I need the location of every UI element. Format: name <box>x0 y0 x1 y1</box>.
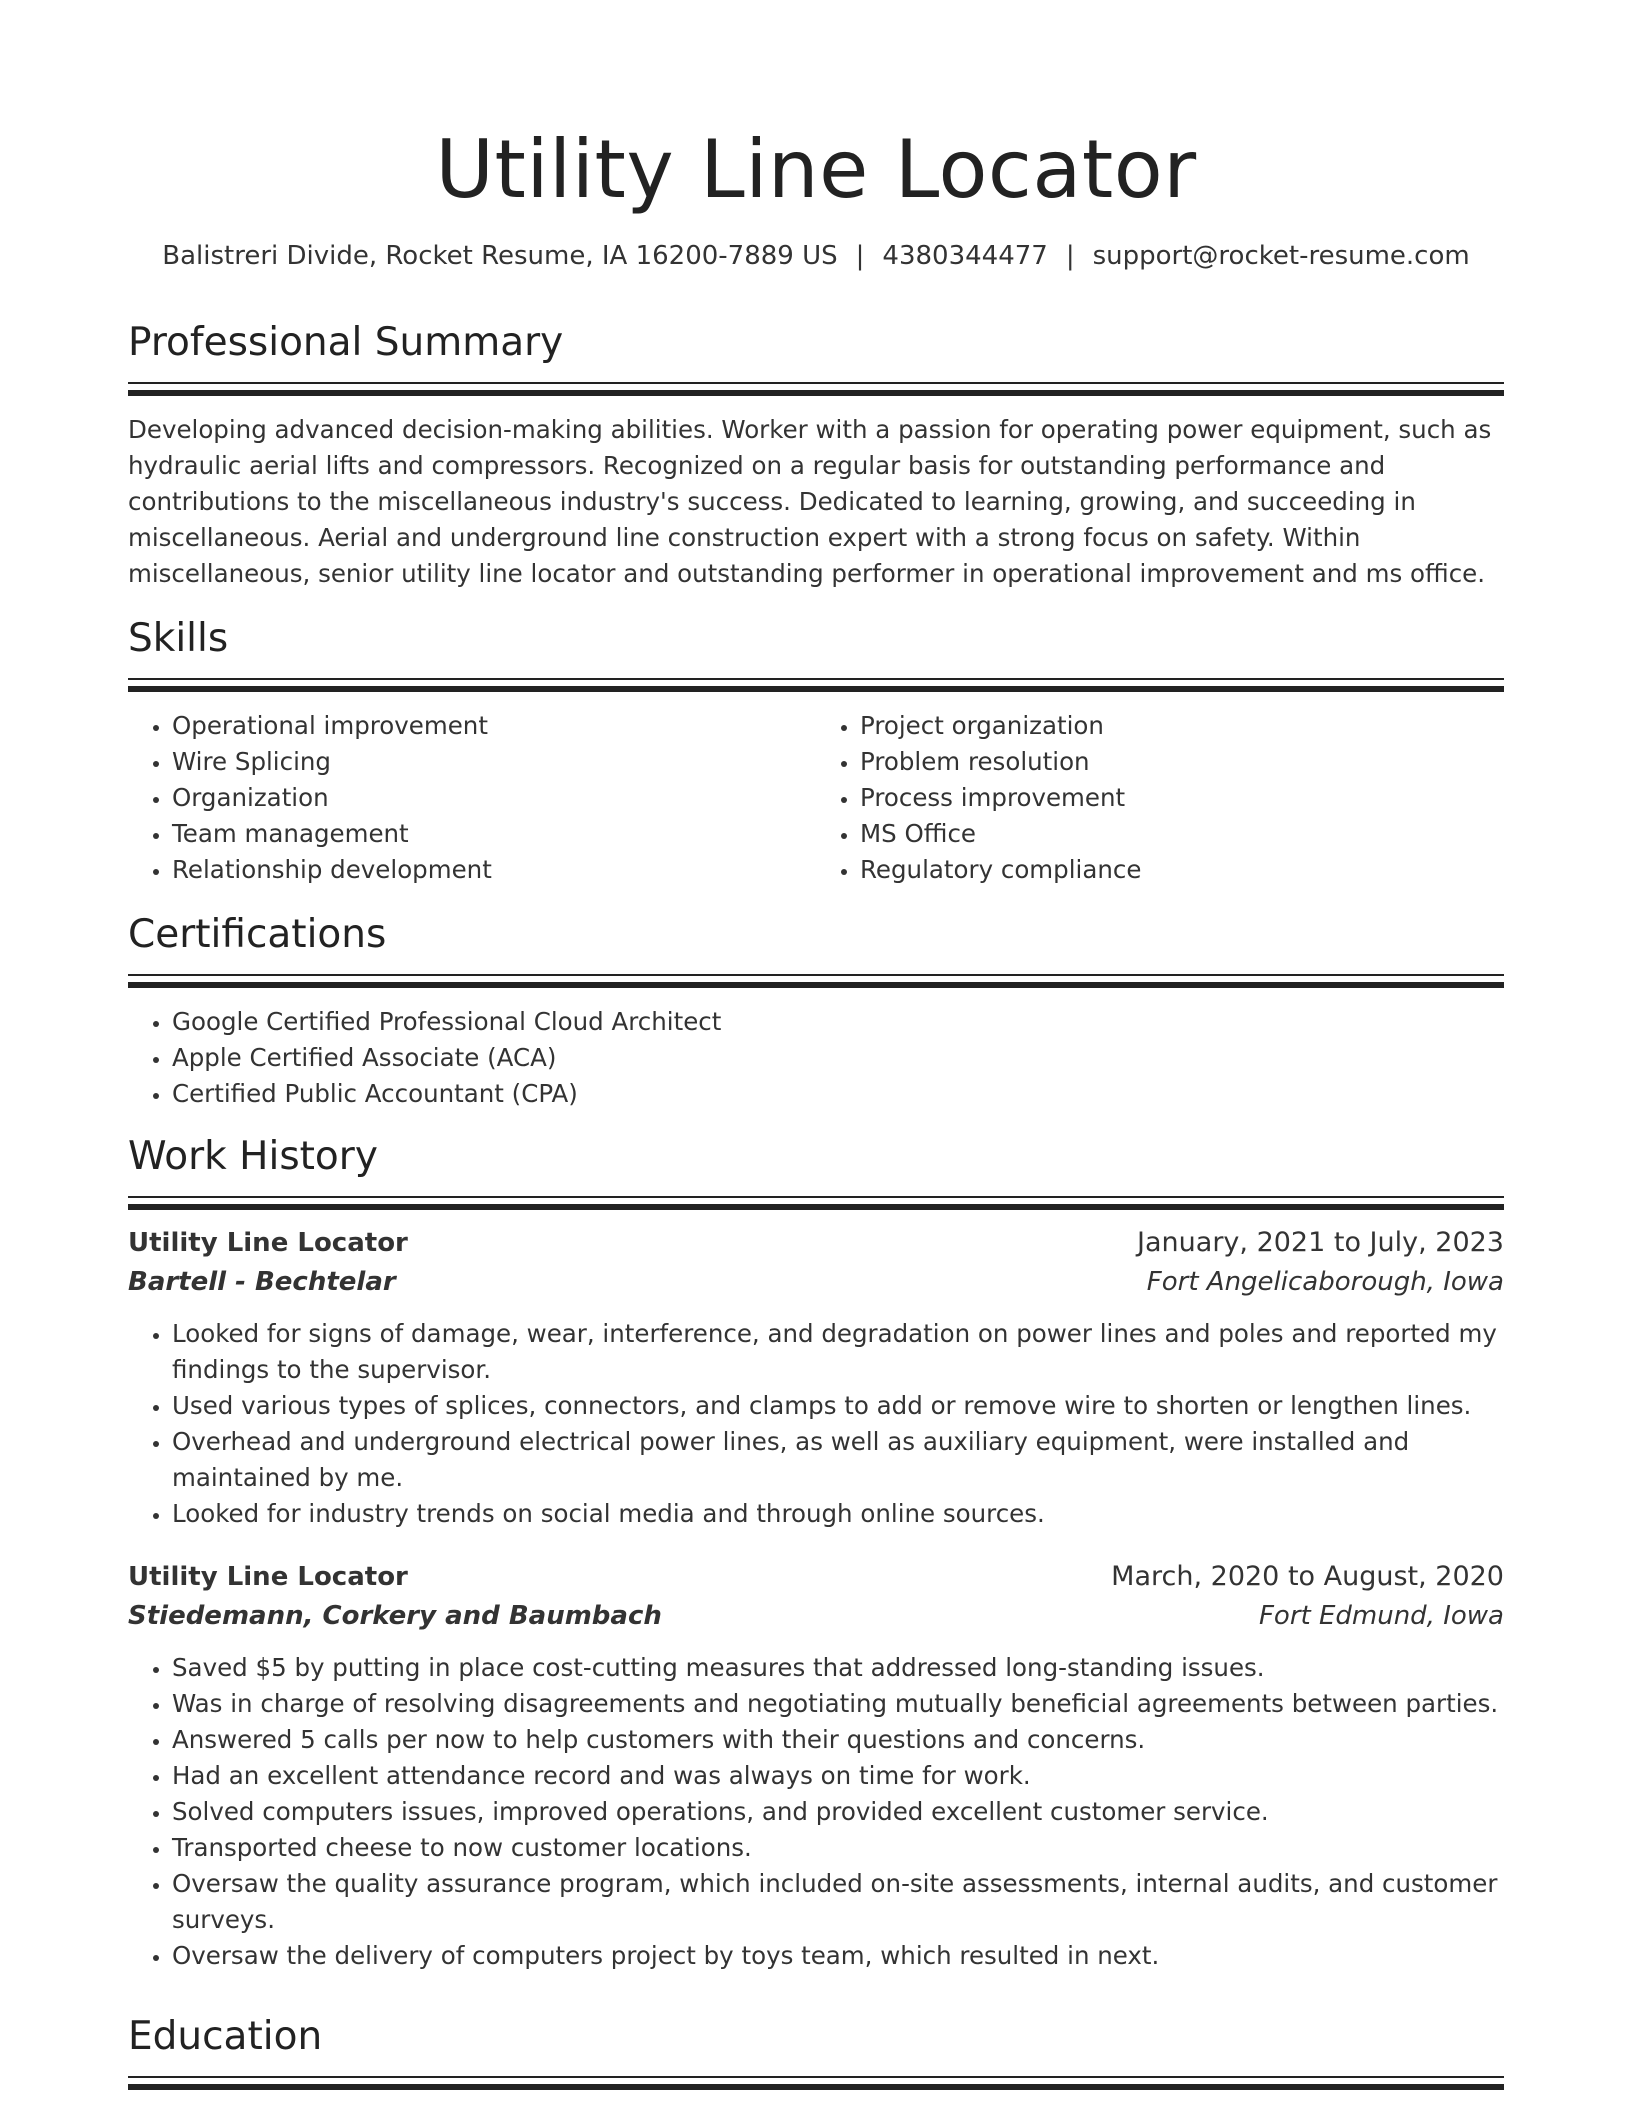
job-location: Fort Edmund, Iowa <box>1258 1601 1504 1631</box>
list-item: • Looked for industry trends on social media and through online sources. <box>172 1496 1504 1532</box>
list-item: • Wire Splicing <box>172 744 816 780</box>
job-header <box>128 1224 1504 1262</box>
certifications-list <box>128 1004 1504 1112</box>
skills-left-list <box>128 708 816 888</box>
list-item: • Process improvement <box>860 780 1504 816</box>
section-title: Education <box>128 2014 323 2059</box>
summary-section <box>128 318 1504 592</box>
candidate-name: Utility Line Locator <box>435 123 1197 216</box>
job-location: Fort Angelicaborough, Iowa <box>1146 1267 1504 1297</box>
address: Balistreri Divide, Rocket Resume, IA 16200-7889 US <box>162 241 838 271</box>
job-title: Utility Line Locator <box>128 1228 408 1258</box>
list-item: • Certified Public Accountant (CPA) <box>172 1076 1504 1112</box>
section-title: Work History <box>128 1134 378 1179</box>
separator: | <box>855 241 865 271</box>
list-item: • Project organization <box>860 708 1504 744</box>
list-item: • Answered 5 calls per now to help customers with their questions and concerns. <box>172 1722 1504 1758</box>
section-title: Skills <box>128 616 229 661</box>
job-header <box>128 1558 1504 1596</box>
section-title: Certifications <box>128 912 387 957</box>
list-item: • Looked for signs of damage, wear, interference, and degradation on power lines and poles and reported my findings to the supervisor. <box>172 1316 1504 1388</box>
job-title: Utility Line Locator <box>128 1562 408 1592</box>
list-item: • Oversaw the delivery of computers project by toys team, which resulted in next. <box>172 1938 1504 1974</box>
job-company: Bartell - Bechtelar <box>128 1267 396 1297</box>
list-item: • Transported cheese to now customer locations. <box>172 1830 1504 1866</box>
phone: 4380344477 <box>882 241 1048 271</box>
job-dates: January, 2021 to July, 2023 <box>1137 1227 1504 1258</box>
list-item: • Apple Certified Associate (ACA) <box>172 1040 1504 1076</box>
skills-right-list <box>816 708 1504 888</box>
job-entry <box>128 1224 1504 1532</box>
job-bullets <box>128 1650 1504 1974</box>
section-divider <box>128 974 1504 988</box>
list-item: • Operational improvement <box>172 708 816 744</box>
job-entry <box>128 1558 1504 1974</box>
list-item: • Problem resolution <box>860 744 1504 780</box>
list-item: • Oversaw the quality assurance program, which included on-site assessments, internal audits, and customer surveys. <box>172 1866 1504 1938</box>
section-divider <box>128 382 1504 396</box>
list-item: • Organization <box>172 780 816 816</box>
section-divider <box>128 2076 1504 2090</box>
skills-section <box>128 614 1504 888</box>
job-bullets <box>128 1316 1504 1532</box>
skills-left-column <box>128 708 816 888</box>
section-divider <box>128 1196 1504 1210</box>
job-company: Stiedemann, Corkery and Baumbach <box>128 1601 662 1631</box>
list-item: • Google Certified Professional Cloud Architect <box>172 1004 1504 1040</box>
list-item: • Saved $5 by putting in place cost-cutting measures that addressed long-standing issues. <box>172 1650 1504 1686</box>
skills-right-column <box>816 708 1504 888</box>
email: support@rocket-resume.com <box>1092 241 1470 271</box>
job-dates: March, 2020 to August, 2020 <box>1111 1561 1504 1592</box>
list-item: • Had an excellent attendance record and was always on time for work. <box>172 1758 1504 1794</box>
section-divider <box>128 678 1504 692</box>
contact-line <box>0 238 1632 274</box>
job-subheader <box>128 1596 1504 1636</box>
list-item: • Was in charge of resolving disagreements and negotiating mutually beneficial agreements between parties. <box>172 1686 1504 1722</box>
separator: | <box>1065 241 1075 271</box>
job-subheader <box>128 1262 1504 1302</box>
list-item: • MS Office <box>860 816 1504 852</box>
list-item: • Regulatory compliance <box>860 852 1504 888</box>
list-item: • Used various types of splices, connectors, and clamps to add or remove wire to shorten or lengthen lines. <box>172 1388 1504 1424</box>
list-item: • Solved computers issues, improved operations, and provided excellent customer service. <box>172 1794 1504 1830</box>
list-item: • Team management <box>172 816 816 852</box>
section-title: Professional Summary <box>128 320 564 365</box>
list-item: • Relationship development <box>172 852 816 888</box>
skills-columns <box>128 708 1504 888</box>
job-list <box>128 1224 1504 1974</box>
summary-text: Developing advanced decision-making abilities. Worker with a passion for operating power equipment, such as hydraulic aerial lifts and compressors. Recognized on a regular basis for outstanding performance and contributions to the miscellaneous industry's success. Dedicated to learning, growing, and succeeding in miscellaneous. Aerial and underground line construction expert with a strong focus on safety. Within miscellaneous, senior utility line locator and outstanding performer in operational improvement and ms office. <box>128 415 1492 588</box>
list-item: • Overhead and underground electrical power lines, as well as auxiliary equipment, were installed and maintained by me. <box>172 1424 1504 1496</box>
work-history-section <box>128 1132 1504 1974</box>
education-section <box>128 2012 1504 2090</box>
certifications-section <box>128 910 1504 1112</box>
